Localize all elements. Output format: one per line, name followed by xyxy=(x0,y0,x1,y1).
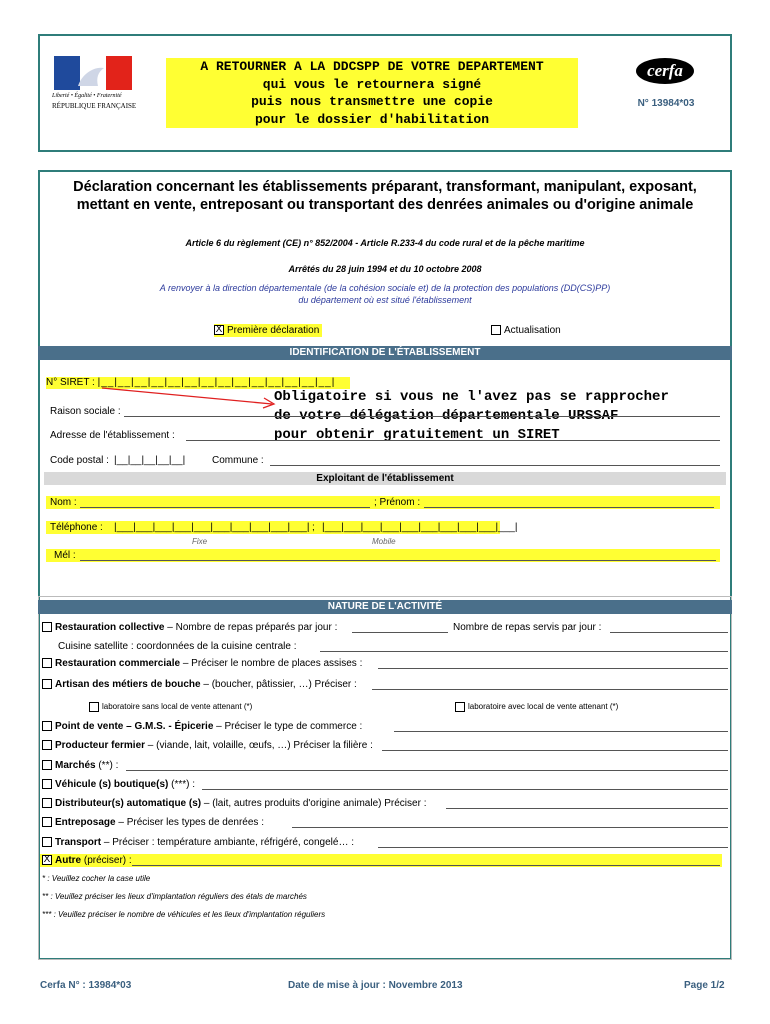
restauration-commerciale-label: Restauration commerciale xyxy=(55,658,181,669)
distributeur-label: Distributeur(s) automatique (s) xyxy=(55,798,202,809)
return-line-4: pour le dossier d'habilitation xyxy=(254,111,490,127)
exploitant-header: Exploitant de l'établissement xyxy=(44,472,726,485)
mobile-caption: Mobile xyxy=(372,537,396,546)
vehicule-input[interactable] xyxy=(202,789,728,790)
entreposage-input[interactable] xyxy=(292,827,728,828)
raison-sociale-label: Raison sociale : xyxy=(50,406,121,417)
restauration-collective-checkbox[interactable] xyxy=(42,622,52,632)
code-postal-label: Code postal : xyxy=(50,455,109,466)
point-vente-label: Point de vente – G.M.S. - Épicerie xyxy=(55,721,214,732)
actualisation-option[interactable] xyxy=(491,324,561,337)
rcom-input[interactable] xyxy=(378,668,728,669)
rc-detail: – Nombre de repas préparés par jour : xyxy=(164,622,338,633)
entreposage-label: Entreposage xyxy=(55,817,116,828)
rc-servis-label: Nombre de repas servis par jour : xyxy=(453,622,602,633)
marches-row xyxy=(42,760,118,771)
labo-avec-checkbox[interactable] xyxy=(455,702,465,712)
autre-input[interactable] xyxy=(132,865,720,866)
rcom-detail: – Préciser le nombre de places assises : xyxy=(180,658,363,669)
distributeur-checkbox[interactable] xyxy=(42,798,52,808)
transport-checkbox[interactable] xyxy=(42,837,52,847)
activite-header: NATURE DE L'ACTIVITÉ xyxy=(38,600,732,614)
artisan-label: Artisan des métiers de bouche xyxy=(55,679,201,690)
logo-republique: RÉPUBLIQUE FRANÇAISE xyxy=(52,102,137,110)
artisan-checkbox[interactable] xyxy=(42,679,52,689)
cerfa-logo xyxy=(636,58,694,84)
siret-note-line-1: Obligatoire si vous ne l'avez pas se rapprocher xyxy=(274,389,669,405)
point-vente-input[interactable] xyxy=(394,731,728,732)
form-title: Déclaration concernant les établissements préparant, transformant, manipulant, exposant, mettant en vente, entreposant ou transportant des denrées animales ou d'origine animale xyxy=(73,179,697,213)
cuisine-satellite-input[interactable] xyxy=(320,651,728,652)
producteur-input[interactable] xyxy=(382,750,728,751)
mel-label: Mél : xyxy=(54,550,76,561)
siret-note-line-2: de votre délégation départementale URSSAF xyxy=(274,408,619,424)
cerfa-logo-text: cerfa xyxy=(647,61,683,80)
footer-page: Page 1/2 xyxy=(684,980,725,991)
point-vente-row xyxy=(42,721,362,732)
note-1: * : Veuillez cocher la case utile xyxy=(42,874,151,883)
distributeur-row xyxy=(42,798,426,809)
identification-header: IDENTIFICATION DE L'ÉTABLISSEMENT xyxy=(38,346,732,360)
return-line-1: A RETOURNER A LA DDCSPP DE VOTRE DEPARTEMENT xyxy=(200,59,544,74)
return-line-3: puis nous transmettre une copie xyxy=(251,94,493,109)
vehicule-detail: (***) : xyxy=(168,779,196,790)
adresse-input[interactable] xyxy=(186,440,720,441)
distrib-detail: – (lait, autres produits d'origine animale) Préciser : xyxy=(201,798,427,809)
labo-sans-label: laboratoire sans local de vente attenant (*) xyxy=(102,702,253,712)
restauration-commerciale-checkbox[interactable] xyxy=(42,658,52,668)
return-instructions xyxy=(166,58,578,128)
autre-row xyxy=(42,855,132,866)
mel-input[interactable] xyxy=(80,560,716,561)
telephone-mobile-input[interactable]: |___|___|___|___|___|___|___|___|___|___| xyxy=(322,522,518,533)
marches-detail: (**) : xyxy=(95,760,119,771)
note-3: *** : Veuillez préciser le nombre de véhicules et les lieux d'implantation réguliers xyxy=(42,910,326,919)
pv-detail: – Préciser le type de commerce : xyxy=(213,721,363,732)
vehicule-label: Véhicule (s) boutique(s) xyxy=(55,779,169,790)
nom-input[interactable] xyxy=(80,507,370,508)
entreposage-checkbox[interactable] xyxy=(42,817,52,827)
siret-note-line-3: pour obtenir gratuitement un SIRET xyxy=(274,427,560,443)
prenom-label: ; Prénom : xyxy=(374,497,421,508)
autre-label: Autre xyxy=(55,855,82,866)
restauration-commerciale-row xyxy=(42,658,362,669)
rc-prepares-input[interactable] xyxy=(352,632,448,633)
autre-detail: (préciser) : xyxy=(81,855,132,866)
prod-detail: – (viande, lait, volaille, œufs, …) Préciser la filière : xyxy=(145,740,373,751)
marianne-icon xyxy=(54,56,132,90)
cuisine-satellite-label: Cuisine satellite : coordonnées de la cuisine centrale : xyxy=(58,641,297,652)
logo-motto: Liberté • Égalité • Fraternité xyxy=(52,93,122,99)
republique-logo xyxy=(50,56,160,118)
artisan-detail: – (boucher, pâtissier, …) Préciser : xyxy=(200,679,357,690)
transport-detail: – Préciser : température ambiante, réfrigéré, congelé… : xyxy=(101,837,355,848)
return-line-2: qui vous le retournera signé xyxy=(262,76,482,92)
labo-avec-label: laboratoire avec local de vente attenant (*) xyxy=(468,702,619,712)
entrepo-detail: – Préciser les types de denrées : xyxy=(115,817,264,828)
restauration-collective-label: Restauration collective xyxy=(55,622,165,633)
labo-sans-option[interactable] xyxy=(89,702,252,712)
article-reference: Article 6 du règlement (CE) n° 852/2004 - Article R.233-4 du code rural et de la pêche maritime xyxy=(185,238,585,248)
premiere-declaration-label: Première déclaration xyxy=(227,325,320,336)
red-arrow-icon xyxy=(100,386,280,416)
actualisation-label: Actualisation xyxy=(504,325,561,336)
note-2: ** : Veuillez préciser les lieux d'implantation réguliers des étals de marchés xyxy=(42,892,307,901)
artisan-input[interactable] xyxy=(372,689,728,690)
transport-row xyxy=(42,837,354,848)
arretes-reference: Arrêtés du 28 juin 1994 et du 10 octobre 2008 xyxy=(288,264,482,274)
telephone-separator: ; xyxy=(312,522,315,533)
producteur-label: Producteur fermier xyxy=(55,740,146,751)
footer-date: Date de mise à jour : Novembre 2013 xyxy=(288,980,463,991)
cerfa-number: N° 13984*03 xyxy=(637,98,695,109)
commune-input[interactable] xyxy=(270,465,720,466)
autre-checkbox[interactable]: X xyxy=(43,854,51,866)
telephone-fixe-input[interactable]: |___|___|___|___|___|___|___|___|___|___| xyxy=(114,522,310,533)
adresse-label: Adresse de l'établissement : xyxy=(50,430,175,441)
distributeur-input[interactable] xyxy=(446,808,728,809)
marches-input[interactable] xyxy=(126,770,728,771)
siret-boxes: |__|__|__|__|__|__|__|__|__|__|__|__|__|__| xyxy=(97,377,336,388)
renvoyer-line-2: du département où est situé l'établissement xyxy=(298,295,472,305)
producteur-row xyxy=(42,740,373,751)
point-vente-checkbox[interactable] xyxy=(42,721,52,731)
marches-label: Marchés xyxy=(55,760,96,771)
premiere-declaration-option[interactable] xyxy=(214,324,322,337)
entreposage-row xyxy=(42,817,264,828)
transport-label: Transport xyxy=(55,837,102,848)
raison-sociale-input[interactable] xyxy=(124,416,720,417)
siret-label: N° SIRET : xyxy=(46,377,95,388)
telephone-label: Téléphone : xyxy=(50,522,103,533)
vehicule-checkbox[interactable] xyxy=(42,779,52,789)
restauration-collective-row xyxy=(42,622,337,633)
renvoyer-line-1: A renvoyer à la direction départementale (de la cohésion sociale et) de la protection des populations (DD(CS)PP) xyxy=(159,283,611,293)
premiere-declaration-checkbox[interactable]: X xyxy=(215,324,223,336)
prenom-input[interactable] xyxy=(424,507,714,508)
code-postal-input[interactable]: |__|__|__|__|__| xyxy=(114,455,186,466)
actualisation-checkbox[interactable] xyxy=(491,325,501,335)
labo-avec-option[interactable] xyxy=(455,702,618,712)
commune-label: Commune : xyxy=(212,455,264,466)
vehicule-row xyxy=(42,779,195,790)
rc-servis-input[interactable] xyxy=(610,632,728,633)
labo-sans-checkbox[interactable] xyxy=(89,702,99,712)
footer-cerfa: Cerfa N° : 13984*03 xyxy=(40,980,132,991)
artisan-row xyxy=(42,679,357,690)
fixe-caption: Fixe xyxy=(192,537,208,546)
marches-checkbox[interactable] xyxy=(42,760,52,770)
transport-input[interactable] xyxy=(378,847,728,848)
producteur-checkbox[interactable] xyxy=(42,740,52,750)
nom-label: Nom : xyxy=(50,497,77,508)
